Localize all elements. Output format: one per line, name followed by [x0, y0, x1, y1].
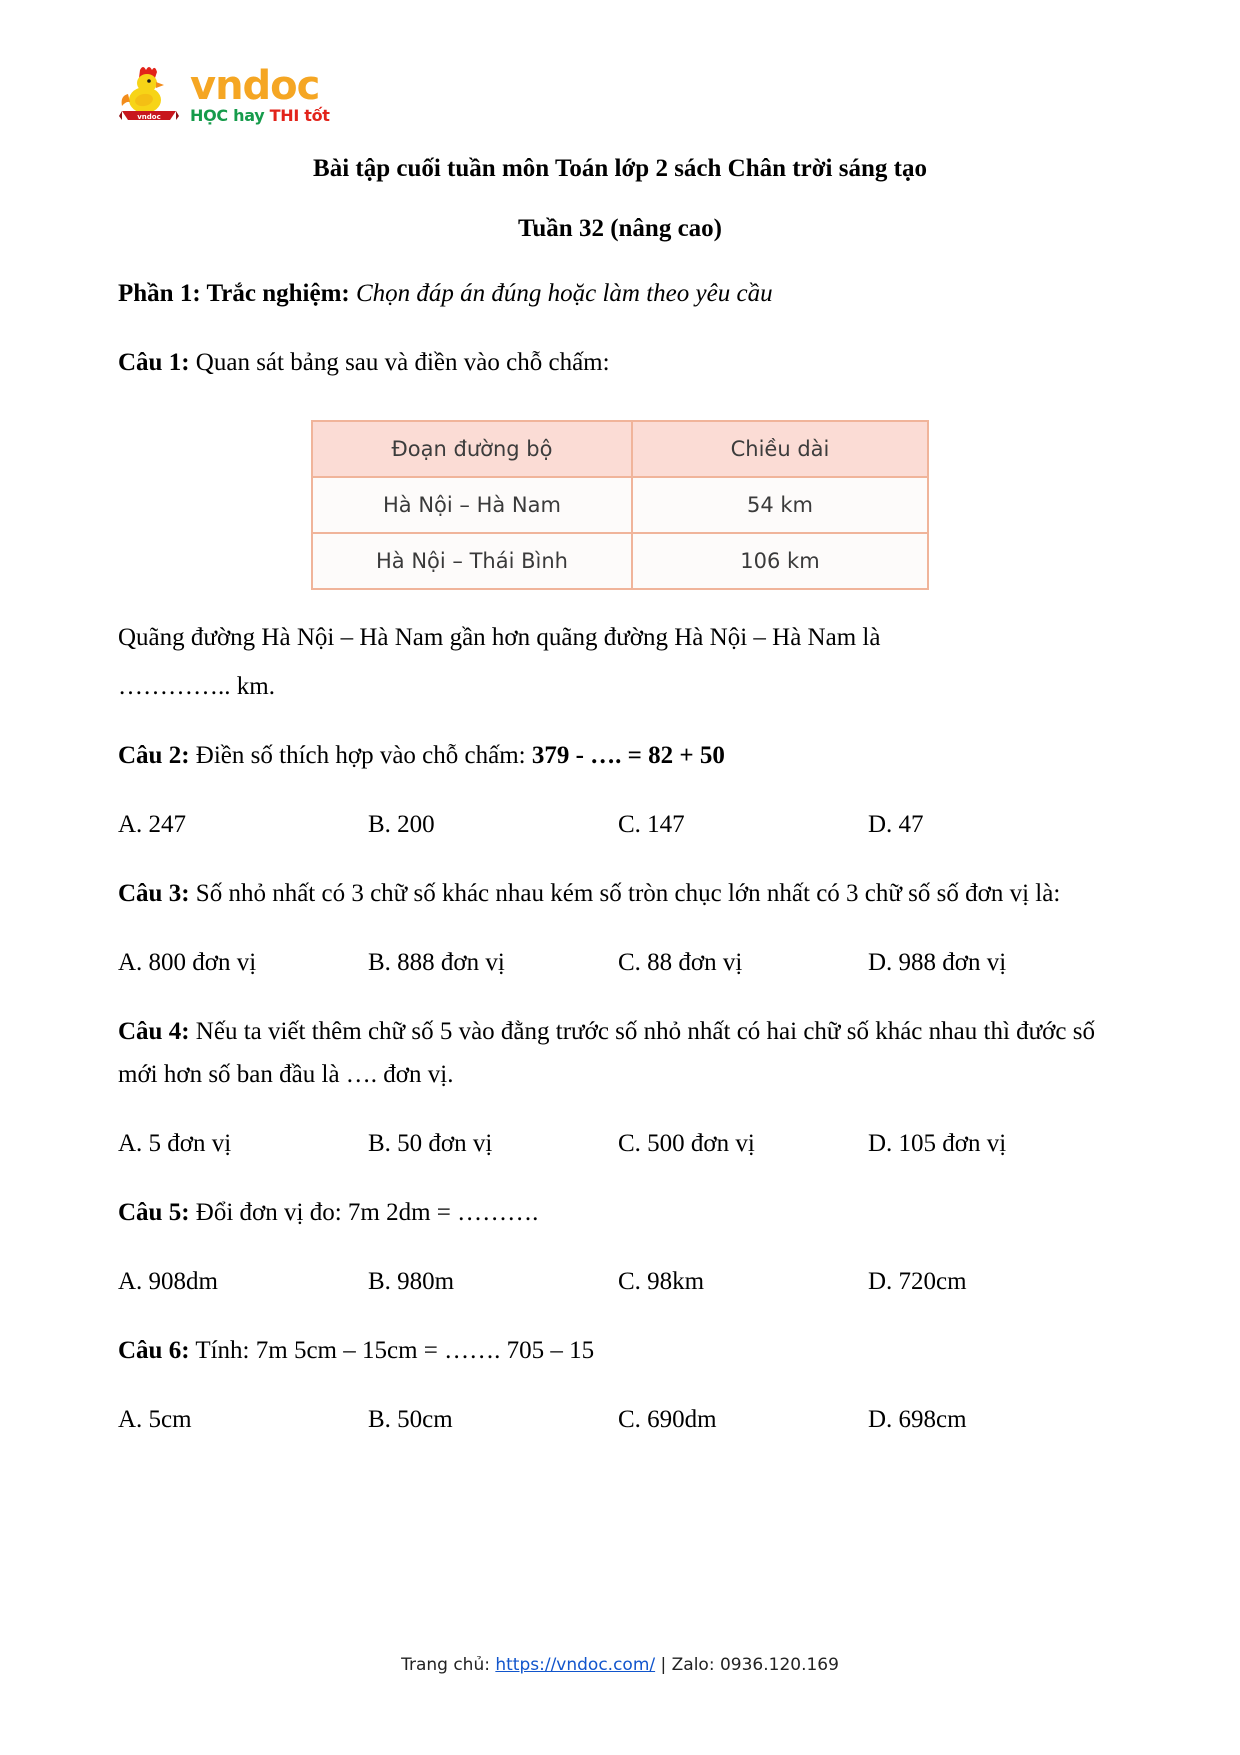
question-6-options [118, 1372, 1122, 1441]
option-b[interactable]: B. 980m [368, 1267, 455, 1295]
question-4-number: Câu 4: [118, 1017, 190, 1045]
option-b[interactable]: B. 50 đơn vị [368, 1129, 493, 1157]
table-cell-length: 106 km [632, 533, 928, 589]
option-b[interactable]: B. 200 [368, 810, 435, 838]
option-c[interactable]: C. 500 đơn vị [618, 1129, 755, 1157]
part-1-label: Phần 1: Trắc nghiệm: [118, 279, 350, 307]
option-c[interactable]: C. 98km [618, 1267, 705, 1295]
question-1-text [118, 315, 1122, 384]
question-2-expression: 379 - …. = 82 + 50 [531, 741, 725, 769]
option-b[interactable]: B. 888 đơn vị [368, 948, 505, 976]
question-1-followup-line-1: Quãng đường Hà Nội – Hà Nam gần hơn quãng đường Hà Nội – Hà Nam là [118, 623, 881, 651]
logo-tagline [190, 105, 330, 125]
svg-text:vndoc: vndoc [137, 113, 161, 121]
logo-tagline-green: HỌC hay [190, 105, 270, 125]
question-5-number: Câu 5: [118, 1198, 190, 1226]
road-table-wrapper [118, 384, 1122, 590]
question-1-followup-line-2: ………….. km. [118, 672, 275, 700]
question-2-number: Câu 2: [118, 741, 190, 769]
table-cell-length: 54 km [632, 477, 928, 533]
footer-prefix: Trang chủ: [401, 1655, 496, 1675]
rooster-mascot-icon [118, 62, 180, 128]
page-subtitle: Tuần 32 (nâng cao) [518, 214, 722, 242]
table-row [312, 477, 928, 533]
option-b[interactable]: B. 50cm [368, 1405, 453, 1433]
option-d[interactable]: D. 47 [868, 810, 924, 838]
question-3-options [118, 915, 1122, 984]
option-a[interactable]: A. 5cm [118, 1405, 192, 1433]
option-d[interactable]: D. 720cm [868, 1267, 967, 1295]
question-3-body: Số nhỏ nhất có 3 chữ số khác nhau kém số tròn chục lớn nhất có 3 chữ số số đơn vị là: [189, 879, 1061, 907]
question-2-text [118, 708, 1122, 777]
question-5-body: Đổi đơn vị đo: 7m 2dm = ………. [189, 1198, 539, 1226]
question-6-body: Tính: 7m 5cm – 15cm = ……. 705 – 15 [189, 1336, 595, 1364]
question-3-text [118, 846, 1122, 915]
table-header-length: Chiều dài [632, 421, 928, 477]
logo-wordmark: vndoc [190, 62, 320, 109]
question-1-number: Câu 1: [118, 348, 190, 376]
page-title: Bài tập cuối tuần môn Toán lớp 2 sách Chân trời sáng tạo [313, 155, 927, 182]
table-cell-segment: Hà Nội – Hà Nam [312, 477, 632, 533]
table-header-row [312, 421, 928, 477]
question-3-number: Câu 3: [118, 879, 190, 907]
question-4-options [118, 1096, 1122, 1165]
question-2-options [118, 777, 1122, 846]
question-2-body: Điền số thích hợp vào chỗ chấm: [189, 741, 532, 769]
question-6-text [118, 1303, 1122, 1372]
option-a[interactable]: A. 247 [118, 810, 187, 838]
question-4-body: Nếu ta viết thêm chữ số 5 vào đằng trước số nhỏ nhất có hai chữ số khác nhau thì đước số mới hơn số ban đầu là …. đơn vị. [118, 1017, 1095, 1088]
site-logo-row [118, 52, 1122, 138]
part-1-heading [118, 246, 1122, 315]
option-a[interactable]: A. 5 đơn vị [118, 1129, 232, 1157]
page-footer [0, 1655, 1240, 1675]
option-c[interactable]: C. 88 đơn vị [618, 948, 743, 976]
option-a[interactable]: A. 908dm [118, 1267, 218, 1295]
table-row [312, 533, 928, 589]
vndoc-logo [118, 62, 330, 128]
logo-tagline-red: THI tốt [269, 105, 330, 125]
question-6-number: Câu 6: [118, 1336, 190, 1364]
option-a[interactable]: A. 800 đơn vị [118, 948, 257, 976]
question-4-text [118, 984, 1122, 1096]
option-c[interactable]: C. 690dm [618, 1405, 717, 1433]
road-length-table [311, 420, 929, 590]
logo-text [190, 62, 330, 125]
question-1-body: Quan sát bảng sau và điền vào chỗ chấm: [189, 348, 610, 376]
option-c[interactable]: C. 147 [618, 810, 685, 838]
footer-suffix: | Zalo: 0936.120.169 [655, 1655, 839, 1675]
part-1-instruction: Chọn đáp án đúng hoặc làm theo yêu cầu [349, 279, 773, 307]
question-5-text [118, 1165, 1122, 1234]
option-d[interactable]: D. 105 đơn vị [868, 1129, 1007, 1157]
question-5-options [118, 1234, 1122, 1303]
footer-website-link[interactable]: https://vndoc.com/ [495, 1655, 656, 1675]
option-d[interactable]: D. 698cm [868, 1405, 967, 1433]
table-cell-segment: Hà Nội – Thái Bình [312, 533, 632, 589]
table-header-segment: Đoạn đường bộ [312, 421, 632, 477]
option-d[interactable]: D. 988 đơn vị [868, 948, 1007, 976]
